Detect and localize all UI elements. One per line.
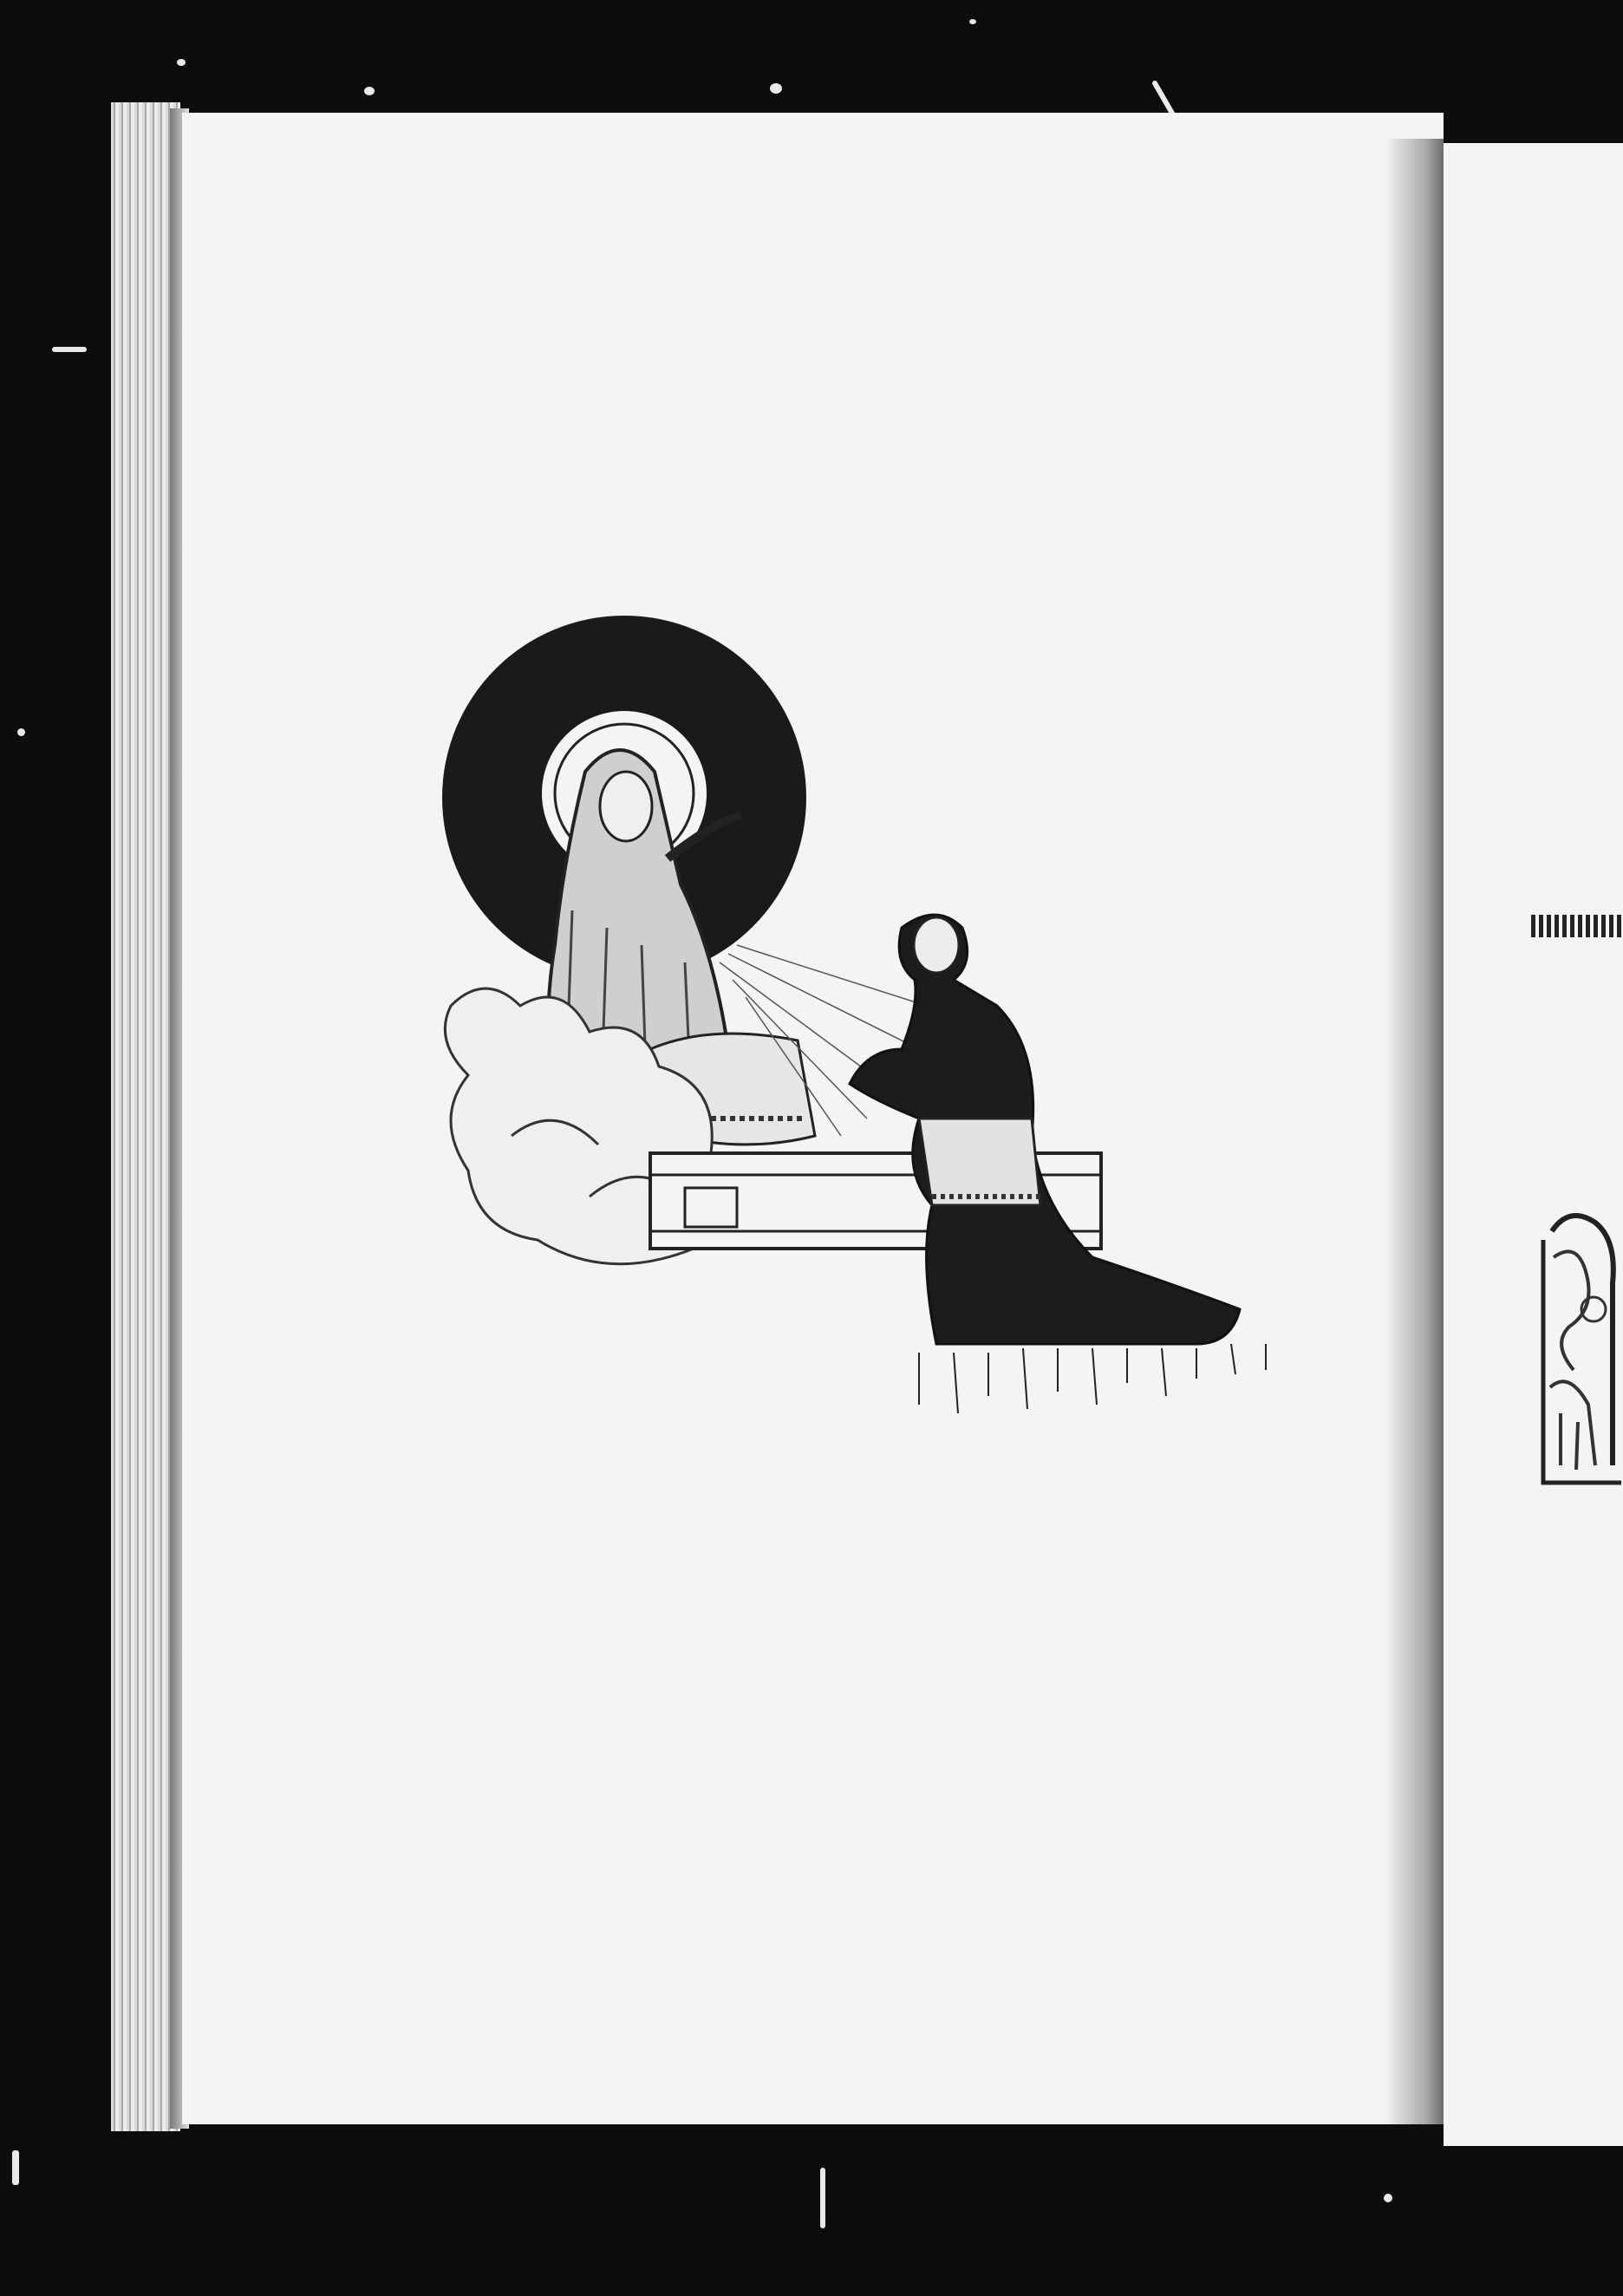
dust-speck	[770, 83, 782, 94]
dust-speck	[820, 2168, 825, 2228]
dust-speck	[177, 59, 186, 66]
dust-speck	[17, 728, 25, 736]
dust-speck	[364, 87, 375, 95]
gutter-shadow	[1387, 139, 1444, 2124]
bishop-figure	[850, 915, 1240, 1344]
ornamental-initial-illustration	[1535, 1205, 1623, 1500]
engraving-illustration	[433, 598, 1370, 1535]
dust-speck	[969, 19, 976, 24]
dust-speck	[12, 2150, 19, 2185]
dust-speck	[1384, 2194, 1392, 2202]
ornament-divider	[1531, 915, 1623, 937]
dust-speck	[52, 347, 87, 352]
right-page	[1444, 143, 1623, 2146]
